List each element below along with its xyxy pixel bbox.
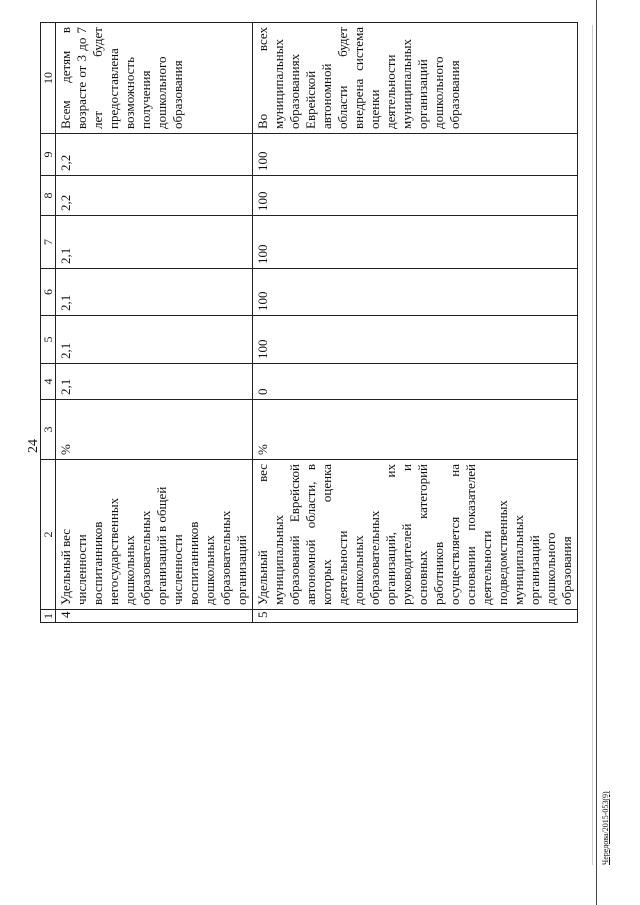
expected-result: Во всех муниципальных образованиях Еврейской автономной области будет внедрена система оценки деятельности муниципальных организаций дошкольного образования [253, 23, 578, 134]
table-row [253, 23, 578, 623]
indicator-table [40, 22, 578, 623]
value-cell: 2,1 [56, 316, 253, 364]
value-cell: 100 [253, 176, 578, 216]
page-edge-rule [596, 0, 597, 905]
value-cell: 2,2 [56, 134, 253, 176]
header-cell: 4 [41, 364, 56, 400]
value-cell: 0 [253, 364, 578, 400]
indicator-name: Удельный вес муниципальных образований Еврейской автономной области, в которых оценка деятельности дошкольных образовательных организаций, их руководителей и основных категорий работников осуществляется на основании показателей деятельности подведомственных муниципальных организаций дошкольного образования [253, 460, 578, 610]
header-cell: 5 [41, 316, 56, 364]
header-cell: 3 [41, 400, 56, 460]
unit-cell: % [56, 400, 253, 460]
value-cell: 2,2 [56, 176, 253, 216]
value-cell: 100 [253, 216, 578, 269]
indicator-name: Удельный вес численности воспитанников негосударственных дошкольных образовательных организаций в общей численности воспитанников дошкольных образовательных организаций [56, 460, 253, 610]
header-cell: 7 [41, 216, 56, 269]
header-cell: 6 [41, 269, 56, 316]
value-cell: 100 [253, 316, 578, 364]
page-number: 24 [26, 439, 41, 453]
header-cell: 10 [41, 23, 56, 134]
expected-result: Всем детям в возрасте от 3 до 7 лет будет предоставлена возможность получения дошкольного образования [56, 23, 253, 134]
header-cell: 8 [41, 176, 56, 216]
header-row [41, 23, 56, 623]
value-cell: 2,1 [56, 216, 253, 269]
document-stamp: Чередова/2015-053(9) [601, 791, 610, 865]
scan-edge-line [592, 25, 593, 865]
row-number: 4 [56, 610, 253, 623]
unit-cell: % [253, 400, 578, 460]
value-cell: 2,1 [56, 364, 253, 400]
row-number: 5 [253, 610, 578, 623]
header-cell: 1 [41, 610, 56, 623]
value-cell: 100 [253, 134, 578, 176]
value-cell: 2,1 [56, 269, 253, 316]
value-cell: 100 [253, 269, 578, 316]
header-cell: 9 [41, 134, 56, 176]
header-cell: 2 [41, 460, 56, 610]
table-row [56, 23, 253, 623]
